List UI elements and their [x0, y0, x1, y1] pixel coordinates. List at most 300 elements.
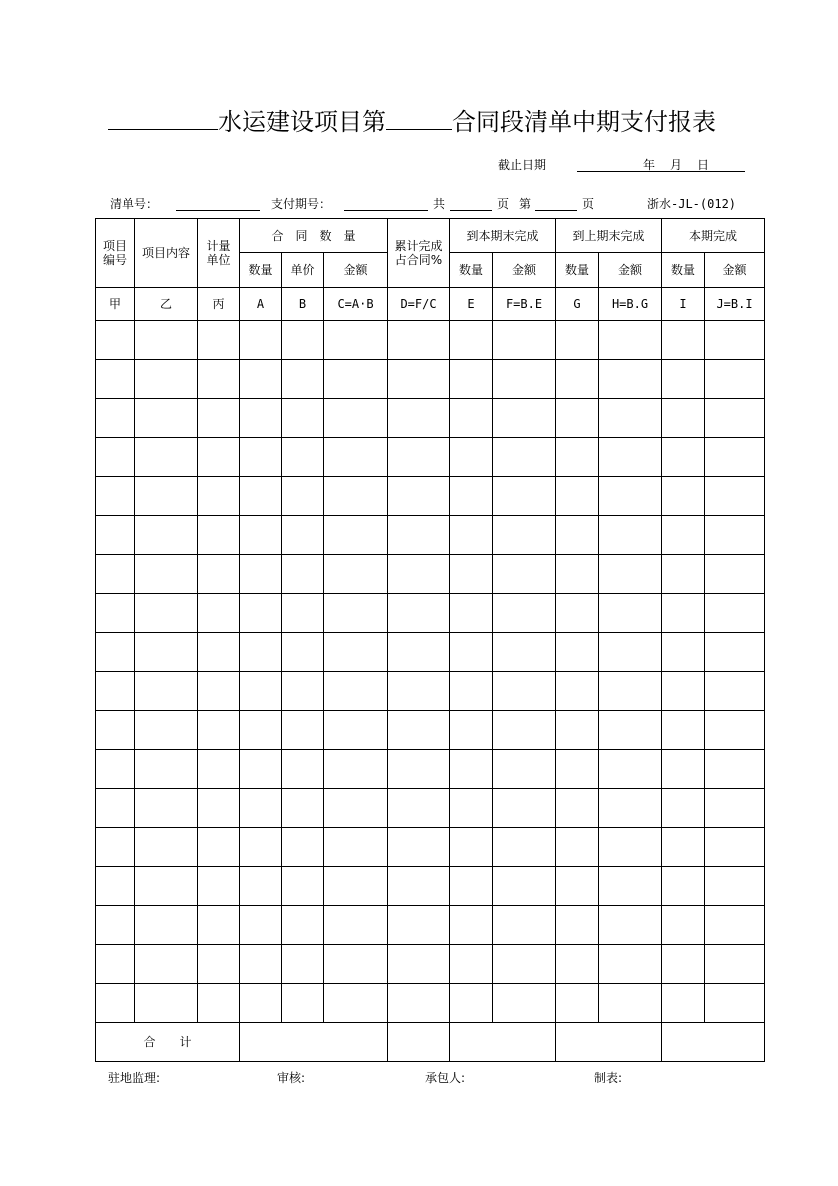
table-cell[interactable] [198, 321, 240, 360]
table-cell[interactable] [450, 789, 493, 828]
table-cell[interactable] [96, 945, 135, 984]
table-cell[interactable] [198, 399, 240, 438]
table-cell[interactable] [388, 633, 450, 672]
table-cell[interactable] [705, 633, 765, 672]
table-cell[interactable] [493, 516, 556, 555]
table-cell[interactable] [96, 906, 135, 945]
total-this-period-cell[interactable] [662, 1023, 765, 1062]
table-row [96, 555, 765, 594]
table-cell[interactable] [96, 789, 135, 828]
table-cell[interactable] [240, 828, 282, 867]
table-cell[interactable] [556, 945, 599, 984]
table-cell[interactable] [556, 399, 599, 438]
table-cell[interactable] [388, 594, 450, 633]
table-cell[interactable] [556, 594, 599, 633]
table-cell[interactable] [96, 828, 135, 867]
table-cell[interactable] [450, 867, 493, 906]
table-cell[interactable] [662, 360, 705, 399]
table-cell[interactable] [198, 633, 240, 672]
table-row [96, 672, 765, 711]
table-cell[interactable] [450, 438, 493, 477]
table-cell[interactable] [324, 477, 388, 516]
table-cell[interactable] [705, 516, 765, 555]
table-cell[interactable] [662, 477, 705, 516]
table-cell[interactable] [135, 789, 198, 828]
table-cell[interactable] [135, 399, 198, 438]
table-cell[interactable] [493, 633, 556, 672]
label-cell: 甲 [96, 288, 135, 321]
table-cell[interactable] [705, 555, 765, 594]
table-cell[interactable] [96, 672, 135, 711]
table-cell[interactable] [324, 867, 388, 906]
project-name-blank [108, 103, 218, 130]
table-cell[interactable] [135, 867, 198, 906]
table-cell[interactable] [662, 750, 705, 789]
table-cell[interactable] [662, 984, 705, 1023]
table-cell[interactable] [282, 438, 324, 477]
table-cell[interactable] [324, 984, 388, 1023]
table-cell[interactable] [240, 555, 282, 594]
col-to-this-end: 到本期末完成 [450, 219, 556, 253]
table-cell[interactable] [282, 906, 324, 945]
table-cell[interactable] [135, 477, 198, 516]
date-year: 年 [643, 158, 656, 172]
table-cell[interactable] [493, 555, 556, 594]
table-cell[interactable] [450, 750, 493, 789]
table-cell[interactable] [450, 828, 493, 867]
col-item-no: 项目编号 [96, 219, 135, 288]
table-cell[interactable] [599, 399, 662, 438]
table-cell[interactable] [198, 906, 240, 945]
page-no-blank [535, 210, 577, 211]
title-part1: 水运建设项目第 [218, 108, 386, 136]
sub-qty: 数量 [556, 253, 599, 288]
table-cell[interactable] [135, 555, 198, 594]
table-cell[interactable] [599, 789, 662, 828]
table-cell[interactable] [705, 477, 765, 516]
table-cell[interactable] [599, 516, 662, 555]
table-cell[interactable] [198, 477, 240, 516]
table-cell[interactable] [240, 594, 282, 633]
table-cell[interactable] [450, 945, 493, 984]
table-cell[interactable] [556, 906, 599, 945]
pay-period-label: 支付期号： [271, 197, 332, 211]
table-cell[interactable] [599, 321, 662, 360]
list-no-label: 清单号： [110, 197, 159, 211]
table-cell[interactable] [493, 711, 556, 750]
total-last-end-cell[interactable] [556, 1023, 662, 1062]
table-cell[interactable] [96, 321, 135, 360]
table-cell[interactable] [282, 984, 324, 1023]
table-row [96, 633, 765, 672]
table-cell[interactable] [662, 672, 705, 711]
table-cell[interactable] [388, 672, 450, 711]
table-cell[interactable] [705, 438, 765, 477]
table-cell[interactable] [135, 828, 198, 867]
table-cell[interactable] [556, 438, 599, 477]
table-cell[interactable] [282, 867, 324, 906]
table-cell[interactable] [493, 672, 556, 711]
table-cell[interactable] [135, 672, 198, 711]
table-cell[interactable] [282, 828, 324, 867]
table-row [96, 867, 765, 906]
table-cell[interactable] [198, 984, 240, 1023]
table-cell[interactable] [135, 945, 198, 984]
page-title [108, 103, 716, 138]
table-cell[interactable] [198, 867, 240, 906]
table-cell[interactable] [324, 438, 388, 477]
table-cell[interactable] [282, 555, 324, 594]
table-cell[interactable] [556, 321, 599, 360]
table-cell[interactable] [556, 789, 599, 828]
table-cell[interactable] [324, 906, 388, 945]
sub-amount: 金额 [705, 253, 765, 288]
list-no-blank [176, 210, 260, 211]
table-row [96, 789, 765, 828]
table-cell[interactable] [96, 360, 135, 399]
label-cell: F=B.E [493, 288, 556, 321]
table-cell[interactable] [388, 477, 450, 516]
table-cell[interactable] [493, 360, 556, 399]
total-label: 合 计 [96, 1023, 240, 1062]
table-cell[interactable] [705, 750, 765, 789]
table-cell[interactable] [282, 945, 324, 984]
table-cell[interactable] [662, 633, 705, 672]
table-cell[interactable] [493, 399, 556, 438]
total-contract-cell[interactable] [240, 1023, 388, 1062]
table-cell[interactable] [324, 711, 388, 750]
table-cell[interactable] [599, 984, 662, 1023]
table-cell[interactable] [240, 399, 282, 438]
table-cell[interactable] [324, 945, 388, 984]
table-cell[interactable] [556, 867, 599, 906]
table-cell[interactable] [599, 945, 662, 984]
table-cell[interactable] [135, 984, 198, 1023]
table-cell[interactable] [324, 594, 388, 633]
table-cell[interactable] [556, 477, 599, 516]
table-cell[interactable] [135, 711, 198, 750]
table-cell[interactable] [135, 360, 198, 399]
label-cell: D=F/C [388, 288, 450, 321]
label-cell: H=B.G [599, 288, 662, 321]
sub-qty: 数量 [662, 253, 705, 288]
table-cell[interactable] [282, 711, 324, 750]
table-cell[interactable] [324, 399, 388, 438]
table-cell[interactable] [240, 438, 282, 477]
table-cell[interactable] [450, 984, 493, 1023]
table-cell[interactable] [324, 750, 388, 789]
table-cell[interactable] [96, 750, 135, 789]
table-cell[interactable] [662, 789, 705, 828]
table-cell[interactable] [493, 438, 556, 477]
table-cell[interactable] [240, 906, 282, 945]
table-cell[interactable] [96, 594, 135, 633]
table-cell[interactable] [556, 984, 599, 1023]
table-cell[interactable] [705, 360, 765, 399]
table-cell[interactable] [198, 750, 240, 789]
table-cell[interactable] [240, 633, 282, 672]
table-cell[interactable] [198, 828, 240, 867]
table-cell[interactable] [240, 945, 282, 984]
table-cell[interactable] [240, 750, 282, 789]
col-this-period: 本期完成 [662, 219, 765, 253]
table-row [96, 516, 765, 555]
table-cell[interactable] [135, 594, 198, 633]
table-cell[interactable] [240, 672, 282, 711]
table-cell[interactable] [324, 672, 388, 711]
table-cell[interactable] [705, 789, 765, 828]
table-cell[interactable] [705, 867, 765, 906]
table-cell[interactable] [556, 711, 599, 750]
table-row [96, 360, 765, 399]
table-cell[interactable] [599, 906, 662, 945]
table-cell[interactable] [493, 789, 556, 828]
total-row [96, 1023, 765, 1062]
table-cell[interactable] [599, 633, 662, 672]
table-cell[interactable] [198, 789, 240, 828]
table-cell[interactable] [388, 789, 450, 828]
table-cell[interactable] [324, 321, 388, 360]
table-cell[interactable] [662, 711, 705, 750]
table-cell[interactable] [324, 516, 388, 555]
label-row [96, 288, 765, 321]
table-cell[interactable] [388, 750, 450, 789]
table-cell[interactable] [388, 555, 450, 594]
table-cell[interactable] [135, 906, 198, 945]
nth-label: 第 [519, 197, 532, 211]
table-cell[interactable] [96, 711, 135, 750]
table-cell[interactable] [450, 477, 493, 516]
table-cell[interactable] [240, 984, 282, 1023]
table-cell[interactable] [556, 555, 599, 594]
table-cell[interactable] [450, 516, 493, 555]
table-cell[interactable] [198, 555, 240, 594]
table-cell[interactable] [599, 477, 662, 516]
table-cell[interactable] [450, 321, 493, 360]
table-cell[interactable] [599, 438, 662, 477]
table-cell[interactable] [662, 867, 705, 906]
table-cell[interactable] [599, 672, 662, 711]
table-cell[interactable] [599, 711, 662, 750]
table-cell[interactable] [135, 516, 198, 555]
contract-section-blank [386, 103, 452, 130]
table-cell[interactable] [493, 906, 556, 945]
table-cell[interactable] [282, 516, 324, 555]
table-cell[interactable] [599, 750, 662, 789]
table-cell[interactable] [324, 555, 388, 594]
total-percent-cell[interactable] [388, 1023, 450, 1062]
table-cell[interactable] [705, 984, 765, 1023]
table-row [96, 399, 765, 438]
label-cell: E [450, 288, 493, 321]
table-cell[interactable] [662, 594, 705, 633]
table-row [96, 594, 765, 633]
table-cell[interactable] [282, 594, 324, 633]
table-cell[interactable] [662, 516, 705, 555]
table-row [96, 711, 765, 750]
table-cell[interactable] [556, 750, 599, 789]
page-label: 页 [497, 197, 510, 211]
date-label: 截止日期 [498, 158, 547, 172]
table-cell[interactable] [450, 672, 493, 711]
table-cell[interactable] [198, 672, 240, 711]
table-cell[interactable] [240, 789, 282, 828]
table-cell[interactable] [282, 789, 324, 828]
table-cell[interactable] [135, 750, 198, 789]
table-cell[interactable] [388, 516, 450, 555]
table-cell[interactable] [388, 711, 450, 750]
table-cell[interactable] [388, 906, 450, 945]
table-cell[interactable] [556, 672, 599, 711]
table-cell[interactable] [240, 516, 282, 555]
table-cell[interactable] [240, 867, 282, 906]
table-cell[interactable] [135, 438, 198, 477]
table-cell[interactable] [599, 867, 662, 906]
table-cell[interactable] [450, 906, 493, 945]
col-contract-qty: 合 同 数 量 [240, 219, 388, 253]
date-day: 日 [697, 158, 710, 172]
footer-contractor: 承包人: [425, 1071, 466, 1085]
table-cell[interactable] [240, 360, 282, 399]
table-cell[interactable] [198, 360, 240, 399]
table-cell[interactable] [282, 321, 324, 360]
table-cell[interactable] [388, 984, 450, 1023]
table-cell[interactable] [324, 789, 388, 828]
page-label-2: 页 [582, 197, 595, 211]
payment-table [95, 218, 765, 1062]
footer-reviewer: 审核: [277, 1071, 306, 1085]
label-cell: 丙 [198, 288, 240, 321]
table-cell[interactable] [388, 828, 450, 867]
header-row-1 [96, 219, 765, 253]
table-cell[interactable] [556, 516, 599, 555]
table-cell[interactable] [388, 438, 450, 477]
table-cell[interactable] [198, 945, 240, 984]
label-cell: A [240, 288, 282, 321]
table-cell[interactable] [493, 477, 556, 516]
label-cell: I [662, 288, 705, 321]
table-cell[interactable] [705, 711, 765, 750]
table-cell[interactable] [282, 750, 324, 789]
table-cell[interactable] [450, 399, 493, 438]
table-cell[interactable] [662, 438, 705, 477]
table-cell[interactable] [135, 633, 198, 672]
table-cell[interactable] [324, 828, 388, 867]
table-cell[interactable] [282, 360, 324, 399]
table-cell[interactable] [282, 672, 324, 711]
table-cell[interactable] [240, 477, 282, 516]
col-unit: 计量单位 [198, 219, 240, 288]
table-cell[interactable] [388, 399, 450, 438]
table-cell[interactable] [450, 633, 493, 672]
table-cell[interactable] [493, 321, 556, 360]
table-cell[interactable] [705, 945, 765, 984]
table-cell[interactable] [96, 516, 135, 555]
table-cell[interactable] [556, 633, 599, 672]
table-cell[interactable] [96, 438, 135, 477]
table-cell[interactable] [662, 906, 705, 945]
table-cell[interactable] [493, 867, 556, 906]
table-cell[interactable] [198, 594, 240, 633]
table-cell[interactable] [705, 594, 765, 633]
table-cell[interactable] [662, 555, 705, 594]
table-cell[interactable] [705, 399, 765, 438]
table-cell[interactable] [705, 828, 765, 867]
table-cell[interactable] [135, 321, 198, 360]
table-cell[interactable] [493, 594, 556, 633]
table-cell[interactable] [198, 516, 240, 555]
table-row [96, 828, 765, 867]
table-cell[interactable] [282, 633, 324, 672]
table-cell[interactable] [556, 828, 599, 867]
table-cell[interactable] [96, 984, 135, 1023]
table-cell[interactable] [493, 945, 556, 984]
table-cell[interactable] [96, 477, 135, 516]
table-cell[interactable] [388, 321, 450, 360]
col-item-content: 项目内容 [135, 219, 198, 288]
table-cell[interactable] [450, 594, 493, 633]
table-cell[interactable] [240, 321, 282, 360]
table-cell[interactable] [96, 555, 135, 594]
table-cell[interactable] [662, 828, 705, 867]
table-cell[interactable] [662, 321, 705, 360]
title-part2: 合同段清单中期支付报表 [452, 108, 716, 136]
table-cell[interactable] [493, 750, 556, 789]
table-cell[interactable] [705, 672, 765, 711]
table-row [96, 438, 765, 477]
table-cell[interactable] [662, 945, 705, 984]
table-cell[interactable] [388, 360, 450, 399]
table-cell[interactable] [282, 399, 324, 438]
table-cell[interactable] [705, 906, 765, 945]
footer-preparer: 制表: [594, 1071, 623, 1085]
form-code: 浙水-JL-(012) [647, 197, 737, 211]
sub-qty: 数量 [240, 253, 282, 288]
table-cell[interactable] [96, 399, 135, 438]
table-cell[interactable] [282, 477, 324, 516]
table-cell[interactable] [493, 984, 556, 1023]
table-cell[interactable] [599, 360, 662, 399]
table-cell[interactable] [705, 321, 765, 360]
table-row [96, 750, 765, 789]
sub-amount: 金额 [324, 253, 388, 288]
table-cell[interactable] [450, 711, 493, 750]
table-cell[interactable] [450, 555, 493, 594]
table-cell[interactable] [198, 711, 240, 750]
table-cell[interactable] [96, 867, 135, 906]
table-cell[interactable] [240, 711, 282, 750]
label-cell: C=A·B [324, 288, 388, 321]
date-underline [577, 171, 745, 172]
table-cell[interactable] [324, 633, 388, 672]
table-row [96, 321, 765, 360]
sub-price: 单价 [282, 253, 324, 288]
table-cell[interactable] [662, 399, 705, 438]
sub-amount: 金额 [599, 253, 662, 288]
table-cell[interactable] [599, 555, 662, 594]
table-cell[interactable] [198, 438, 240, 477]
table-cell[interactable] [324, 360, 388, 399]
total-this-end-cell[interactable] [450, 1023, 556, 1062]
table-cell[interactable] [96, 633, 135, 672]
table-cell[interactable] [493, 828, 556, 867]
table-cell[interactable] [388, 945, 450, 984]
table-cell[interactable] [599, 594, 662, 633]
table-cell[interactable] [599, 828, 662, 867]
table-cell[interactable] [556, 360, 599, 399]
table-cell[interactable] [388, 867, 450, 906]
table-cell[interactable] [450, 360, 493, 399]
